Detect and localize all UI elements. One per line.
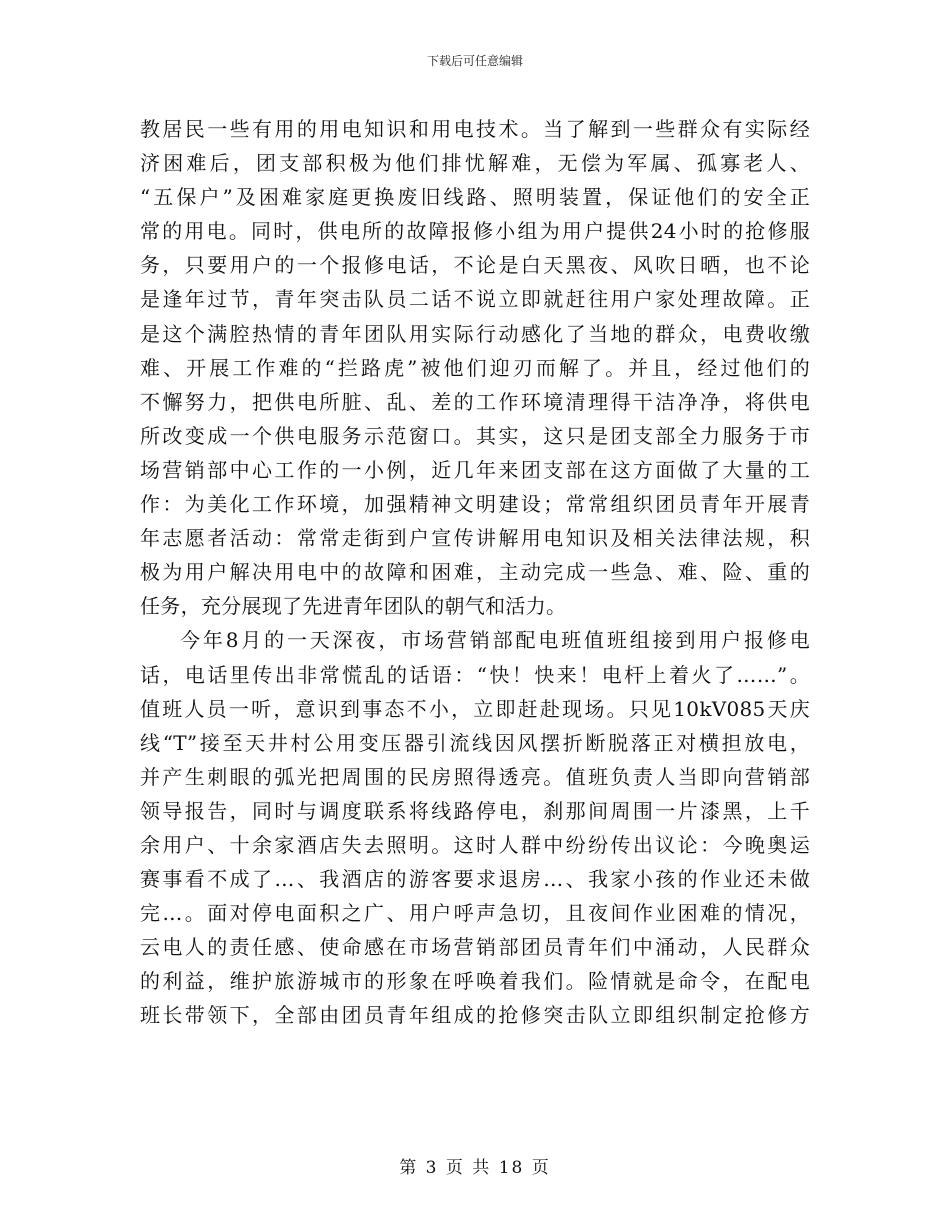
text-line: 今年8月的一天深夜，市场营销部配电班值班组接到用户报修电 — [180, 628, 810, 653]
text-line: 务，只要用户的一个报修电话，不论是白天黑夜、风吹日晒，也不论 — [140, 253, 810, 278]
text-line: 余用户、十余家酒店失去照明。这时人群中纷纷传出议论：今晚奥运 — [140, 832, 810, 857]
text-line: 话，电话里传出非常慌乱的话语：“快！快来！电杆上着火了……”。 — [140, 662, 810, 687]
text-line: 赛事看不成了…、我酒店的游客要求退房…、我家小孩的作业还未做 — [140, 867, 810, 892]
document-body — [140, 112, 810, 1033]
page-header: 下载后可任意编辑 — [426, 54, 523, 68]
paragraph-1 — [140, 112, 810, 623]
text-line: 云电人的责任感、使命感在市场营销部团员青年们中涌动，人民群众 — [140, 935, 810, 960]
text-line: 教居民一些有用的用电知识和用电技术。当了解到一些群众有实际经 — [140, 117, 810, 141]
page-number-footer: 第 3 页 共 18 页 — [399, 1158, 551, 1178]
text-line: 济困难后，团支部积极为他们排忧解难，无偿为军属、孤寡老人、 — [140, 151, 810, 176]
text-line: 领导报告，同时与调度联系将线路停电，刹那间周围一片漆黑，上千 — [140, 798, 810, 823]
text-line: 极为用户解决用电中的故障和困难，主动完成一些急、难、险、重的 — [140, 560, 810, 585]
text-line: 难、开展工作难的“拦路虎”被他们迎刃而解了。并且，经过他们的 — [140, 355, 810, 380]
text-line: 的利益，维护旅游城市的形象在呼唤着我们。险情就是命令，在配电 — [140, 969, 810, 994]
text-line: “五保户”及困难家庭更换废旧线路、照明装置，保证他们的安全正 — [140, 185, 810, 210]
text-line: 班长带领下，全部由团员青年组成的抢修突击队立即组织制定抢修方 — [140, 1003, 810, 1028]
text-line: 场营销部中心工作的一小例，近几年来团支部在这方面做了大量的工 — [140, 457, 810, 482]
text-line: 线“T”接至天井村公用变压器引流线因风摆折断脱落正对横担放电， — [140, 730, 810, 755]
text-line: 年志愿者活动：常常走街到户宣传讲解用电知识及相关法律法规，积 — [140, 526, 810, 551]
text-line: 作：为美化工作环境，加强精神文明建设；常常组织团员青年开展青 — [140, 492, 810, 517]
paragraph-2 — [140, 623, 810, 1032]
text-line: 不懈努力，把供电所脏、乱、差的工作环境清理得干洁净净，将供电 — [140, 389, 810, 414]
text-line: 值班人员一听，意识到事态不小，立即赶赴现场。只见10kV085天庆 — [140, 696, 810, 721]
text-line: 是逢年过节，青年突击队员二话不说立即就赶往用户家处理故障。正 — [140, 287, 810, 312]
text-line: 是这个满腔热情的青年团队用实际行动感化了当地的群众，电费收缴 — [140, 321, 810, 346]
text-line: 常的用电。同时，供电所的故障报修小组为用户提供24小时的抢修服 — [140, 219, 810, 244]
text-line: 完…。面对停电面积之广、用户呼声急切，且夜间作业困难的情况， — [140, 901, 810, 926]
text-line: 任务，充分展现了先进青年团队的朝气和活力。 — [140, 594, 567, 619]
text-line: 所改变成一个供电服务示范窗口。其实，这只是团支部全力服务于市 — [140, 423, 810, 448]
text-line: 并产生刺眼的弧光把周围的民房照得透亮。值班负责人当即向营销部 — [140, 764, 810, 789]
